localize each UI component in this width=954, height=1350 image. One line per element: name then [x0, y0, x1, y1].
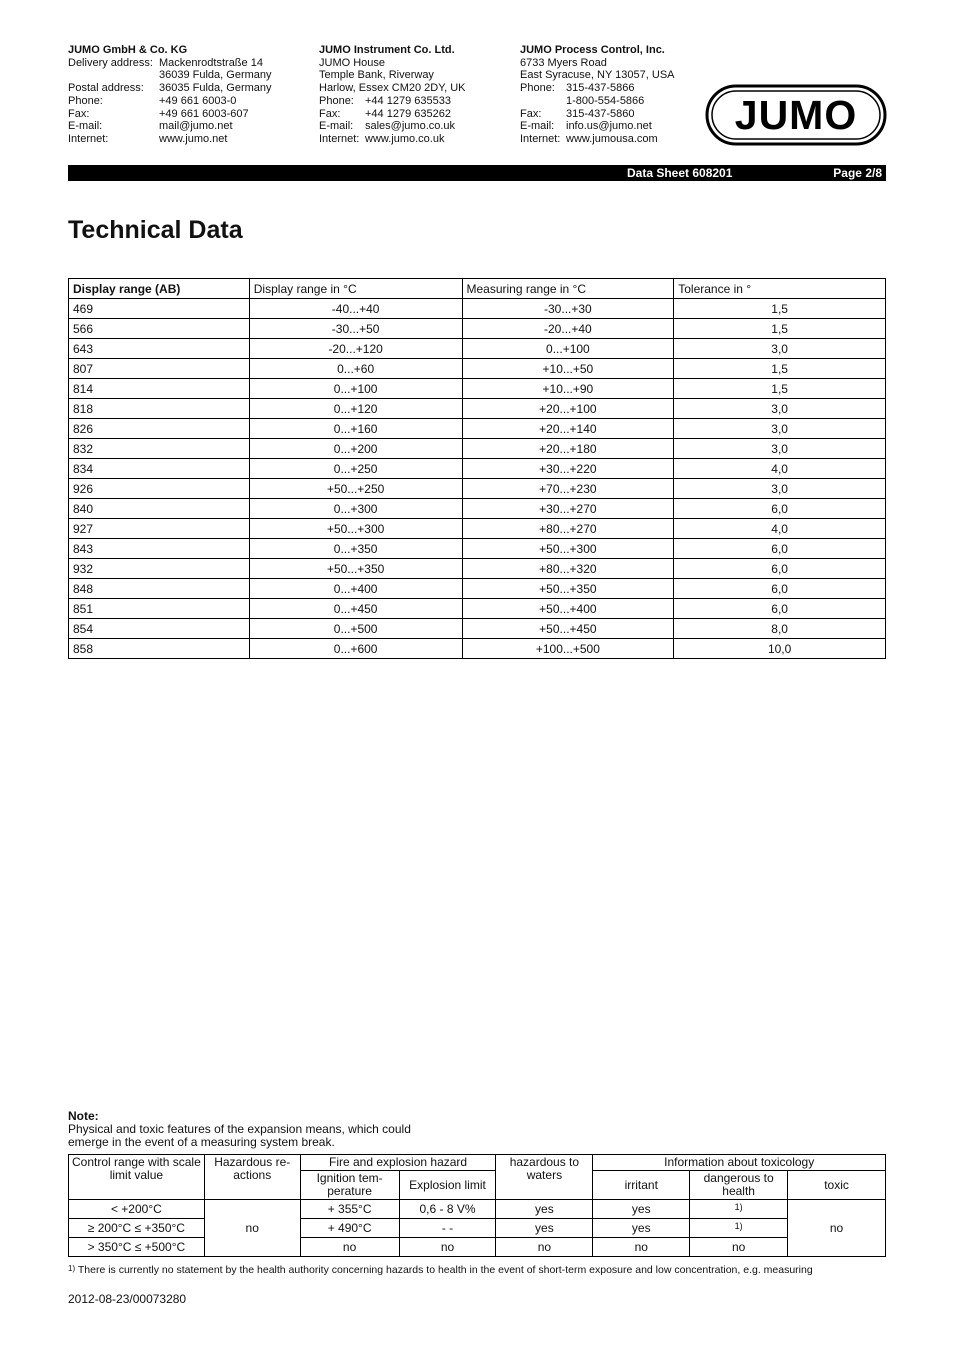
table-cell: +50...+300 [462, 539, 674, 559]
table-row [69, 539, 886, 559]
table-cell: 1,5 [674, 359, 886, 379]
cell-irritant: yes [593, 1219, 690, 1238]
table-cell: 832 [69, 439, 250, 459]
table-row [69, 399, 886, 419]
table-cell: 1,5 [674, 319, 886, 339]
table-cell: 0...+100 [462, 339, 674, 359]
logo-text: JUMO [734, 92, 858, 138]
cell-dangerous [690, 1200, 788, 1219]
table-row [69, 1219, 886, 1238]
cell-irritant: no [593, 1238, 690, 1257]
address-row: East Syracuse, NY 13057, USA [520, 69, 675, 82]
table-cell: 6,0 [674, 579, 886, 599]
table-row [69, 319, 886, 339]
page-number: Page 2/8 [833, 166, 882, 180]
address-block-uk [319, 44, 466, 146]
address-row: 1-800-554-5866 [566, 94, 645, 107]
table-cell: +10...+90 [462, 379, 674, 399]
table-cell: 851 [69, 599, 250, 619]
table-cell: 840 [69, 499, 250, 519]
address-row: Phone: +44 1279 635533 [319, 94, 451, 107]
header-irritant: irritant [593, 1171, 690, 1200]
table-cell: 1,5 [674, 299, 886, 319]
table-cell: 6,0 [674, 499, 886, 519]
header-fire-explosion: Fire and explosion hazard [300, 1155, 496, 1171]
table-row [69, 499, 886, 519]
address-block-germany [68, 44, 272, 146]
table-cell: +80...+320 [462, 559, 674, 579]
cell-dangerous: no [690, 1238, 788, 1257]
cell-ignition: + 355°C [300, 1200, 399, 1219]
table-cell: 6,0 [674, 559, 886, 579]
table-cell: 0...+100 [249, 379, 462, 399]
table-cell: +30...+270 [462, 499, 674, 519]
table-cell: +70...+230 [462, 479, 674, 499]
table-cell: -20...+120 [249, 339, 462, 359]
document-id: 2012-08-23/00073280 [68, 1292, 187, 1306]
table-cell: 3,0 [674, 479, 886, 499]
cell-explosion: - - [399, 1219, 496, 1238]
header-dangerous-health: dangerous to health [690, 1171, 788, 1200]
cell-ignition: no [300, 1238, 399, 1257]
table-row [69, 639, 886, 659]
header-control-range: Control range with scale limit value [69, 1155, 205, 1200]
table-cell: 0...+120 [249, 399, 462, 419]
cell-toxic: no [788, 1200, 886, 1257]
table-cell: -30...+50 [249, 319, 462, 339]
table-row [69, 379, 886, 399]
address-row: Internet: www.jumo.co.uk [319, 132, 445, 145]
table-cell: 3,0 [674, 419, 886, 439]
table-cell: 0...+200 [249, 439, 462, 459]
table-cell: 932 [69, 559, 250, 579]
technical-data-table [68, 278, 886, 659]
table-cell: 834 [69, 459, 250, 479]
table-cell: 6,0 [674, 599, 886, 619]
table-cell: 0...+500 [249, 619, 462, 639]
table-cell: 814 [69, 379, 250, 399]
header-hazardous-reactions: Hazardous re-actions [204, 1155, 300, 1200]
table-cell: 0...+60 [249, 359, 462, 379]
table-cell: 0...+600 [249, 639, 462, 659]
table-row [69, 479, 886, 499]
address-row: Delivery address: Mackenrodtstraße 14 [68, 56, 263, 69]
table-row [69, 559, 886, 579]
table-cell: 854 [69, 619, 250, 639]
cell-explosion: 0,6 - 8 V% [399, 1200, 496, 1219]
address-block-usa [520, 44, 675, 146]
address-row: E-mail: info.us@jumo.net [520, 120, 652, 133]
note-label: Note: [68, 1109, 99, 1123]
cell-control: > 350°C ≤ +500°C [69, 1238, 205, 1257]
header-explosion-limit: Explosion limit [399, 1171, 496, 1200]
table-cell: 566 [69, 319, 250, 339]
address-row: Harlow, Essex CM20 2DY, UK [319, 82, 466, 95]
table-cell: 4,0 [674, 459, 886, 479]
table-cell: 3,0 [674, 339, 886, 359]
column-header: Display range in °C [249, 279, 462, 299]
table-cell: 643 [69, 339, 250, 359]
header-ignition: Ignition tem-perature [300, 1171, 399, 1200]
address-row: E-mail: sales@jumo.co.uk [319, 120, 456, 133]
table-cell: -30...+30 [462, 299, 674, 319]
table-cell: 826 [69, 419, 250, 439]
table-cell: 0...+250 [249, 459, 462, 479]
table-cell: 8,0 [674, 619, 886, 639]
column-header: Measuring range in °C [462, 279, 674, 299]
table-cell: 843 [69, 539, 250, 559]
datasheet-number: Data Sheet 608201 [627, 166, 733, 180]
table-cell: +50...+250 [249, 479, 462, 499]
table-row [69, 459, 886, 479]
company-name: JUMO GmbH & Co. KG [68, 44, 188, 56]
footnote-ref: 1) [734, 1201, 743, 1212]
cell-control: ≥ 200°C ≤ +350°C [69, 1219, 205, 1238]
table-cell: 0...+400 [249, 579, 462, 599]
cell-explosion: no [399, 1238, 496, 1257]
cell-hazardous-reactions: no [204, 1200, 300, 1257]
footnote-ref: 1) [734, 1220, 743, 1231]
page-title: Technical Data [68, 216, 243, 244]
address-row: Postal address: 36035 Fulda, Germany [68, 82, 272, 95]
table-cell: +50...+300 [249, 519, 462, 539]
address-row: Fax: +49 661 6003-607 [68, 107, 249, 120]
cell-irritant: yes [593, 1200, 690, 1219]
table-cell: 6,0 [674, 539, 886, 559]
cell-ignition: + 490°C [300, 1219, 399, 1238]
table-cell: 926 [69, 479, 250, 499]
table-cell: 469 [69, 299, 250, 319]
table-row [69, 439, 886, 459]
table-cell: 4,0 [674, 519, 886, 539]
toxicology-table [68, 1154, 886, 1257]
table-row [69, 1200, 886, 1219]
header-toxicology: Information about toxicology [593, 1155, 886, 1171]
address-row: 6733 Myers Road [520, 56, 607, 69]
table-cell: 927 [69, 519, 250, 539]
table-row [69, 339, 886, 359]
cell-control: < +200°C [69, 1200, 205, 1219]
table-cell: -40...+40 [249, 299, 462, 319]
table-cell: -20...+40 [462, 319, 674, 339]
table-header-row [69, 279, 886, 299]
jumo-logo [705, 84, 887, 146]
header-toxic: toxic [788, 1171, 886, 1200]
table-cell: +50...+350 [462, 579, 674, 599]
table-cell: 0...+350 [249, 539, 462, 559]
table-cell: +20...+100 [462, 399, 674, 419]
table-cell: 3,0 [674, 439, 886, 459]
table-body [69, 299, 886, 659]
table-cell: +50...+450 [462, 619, 674, 639]
cell-waters: yes [496, 1219, 593, 1238]
cell-dangerous [690, 1219, 788, 1238]
table-row [69, 1238, 886, 1257]
table-row [69, 419, 886, 439]
footnote-mark: 1) [68, 1264, 76, 1273]
footnote-text: There is currently no statement by the health authority concerning hazards to health in the event of short-term exposure and low concentration, e.g. measuring [77, 1264, 813, 1276]
table-row [69, 579, 886, 599]
address-row: E-mail: mail@jumo.net [68, 120, 233, 133]
column-header: Tolerance in ° [674, 279, 886, 299]
column-header: Display range (AB) [69, 279, 250, 299]
table-row [69, 619, 886, 639]
table-cell: +20...+140 [462, 419, 674, 439]
footnote [68, 1264, 813, 1276]
table-cell: +50...+400 [462, 599, 674, 619]
address-row: Internet: www.jumousa.com [520, 132, 658, 145]
table-row [69, 519, 886, 539]
table-cell: +80...+270 [462, 519, 674, 539]
address-row: Internet: www.jumo.net [68, 132, 228, 145]
table-cell: +100...+500 [462, 639, 674, 659]
table-cell: +50...+350 [249, 559, 462, 579]
note [68, 1110, 411, 1149]
table-cell: +30...+220 [462, 459, 674, 479]
table-row [69, 599, 886, 619]
table-cell: 807 [69, 359, 250, 379]
company-name: JUMO Instrument Co. Ltd. [319, 44, 455, 56]
address-row: Fax: 315-437-5860 [520, 107, 635, 120]
table-cell: 10,0 [674, 639, 886, 659]
table-cell: 1,5 [674, 379, 886, 399]
table-cell: 858 [69, 639, 250, 659]
table-cell: 848 [69, 579, 250, 599]
table-header-row [69, 1155, 886, 1171]
note-text: emerge in the event of a measuring system break. [68, 1135, 335, 1149]
header-bar [68, 165, 886, 181]
address-row: Phone: 315-437-5866 [520, 82, 635, 95]
address-row: JUMO House [319, 56, 386, 69]
table-row [69, 359, 886, 379]
table-cell: 3,0 [674, 399, 886, 419]
table-cell: +10...+50 [462, 359, 674, 379]
header-hazardous-waters: hazardous to waters [496, 1155, 593, 1200]
address-row: Temple Bank, Riverway [319, 69, 434, 82]
table-cell: +20...+180 [462, 439, 674, 459]
table-row [69, 299, 886, 319]
address-row: Phone: +49 661 6003-0 [68, 94, 237, 107]
table-cell: 818 [69, 399, 250, 419]
note-text: Physical and toxic features of the expansion means, which could [68, 1122, 411, 1136]
table-cell: 0...+160 [249, 419, 462, 439]
cell-waters: no [496, 1238, 593, 1257]
address-row: Fax: +44 1279 635262 [319, 107, 451, 120]
table-cell: 0...+450 [249, 599, 462, 619]
company-name: JUMO Process Control, Inc. [520, 44, 665, 56]
cell-waters: yes [496, 1200, 593, 1219]
address-row: 36039 Fulda, Germany [159, 69, 272, 82]
table-cell: 0...+300 [249, 499, 462, 519]
